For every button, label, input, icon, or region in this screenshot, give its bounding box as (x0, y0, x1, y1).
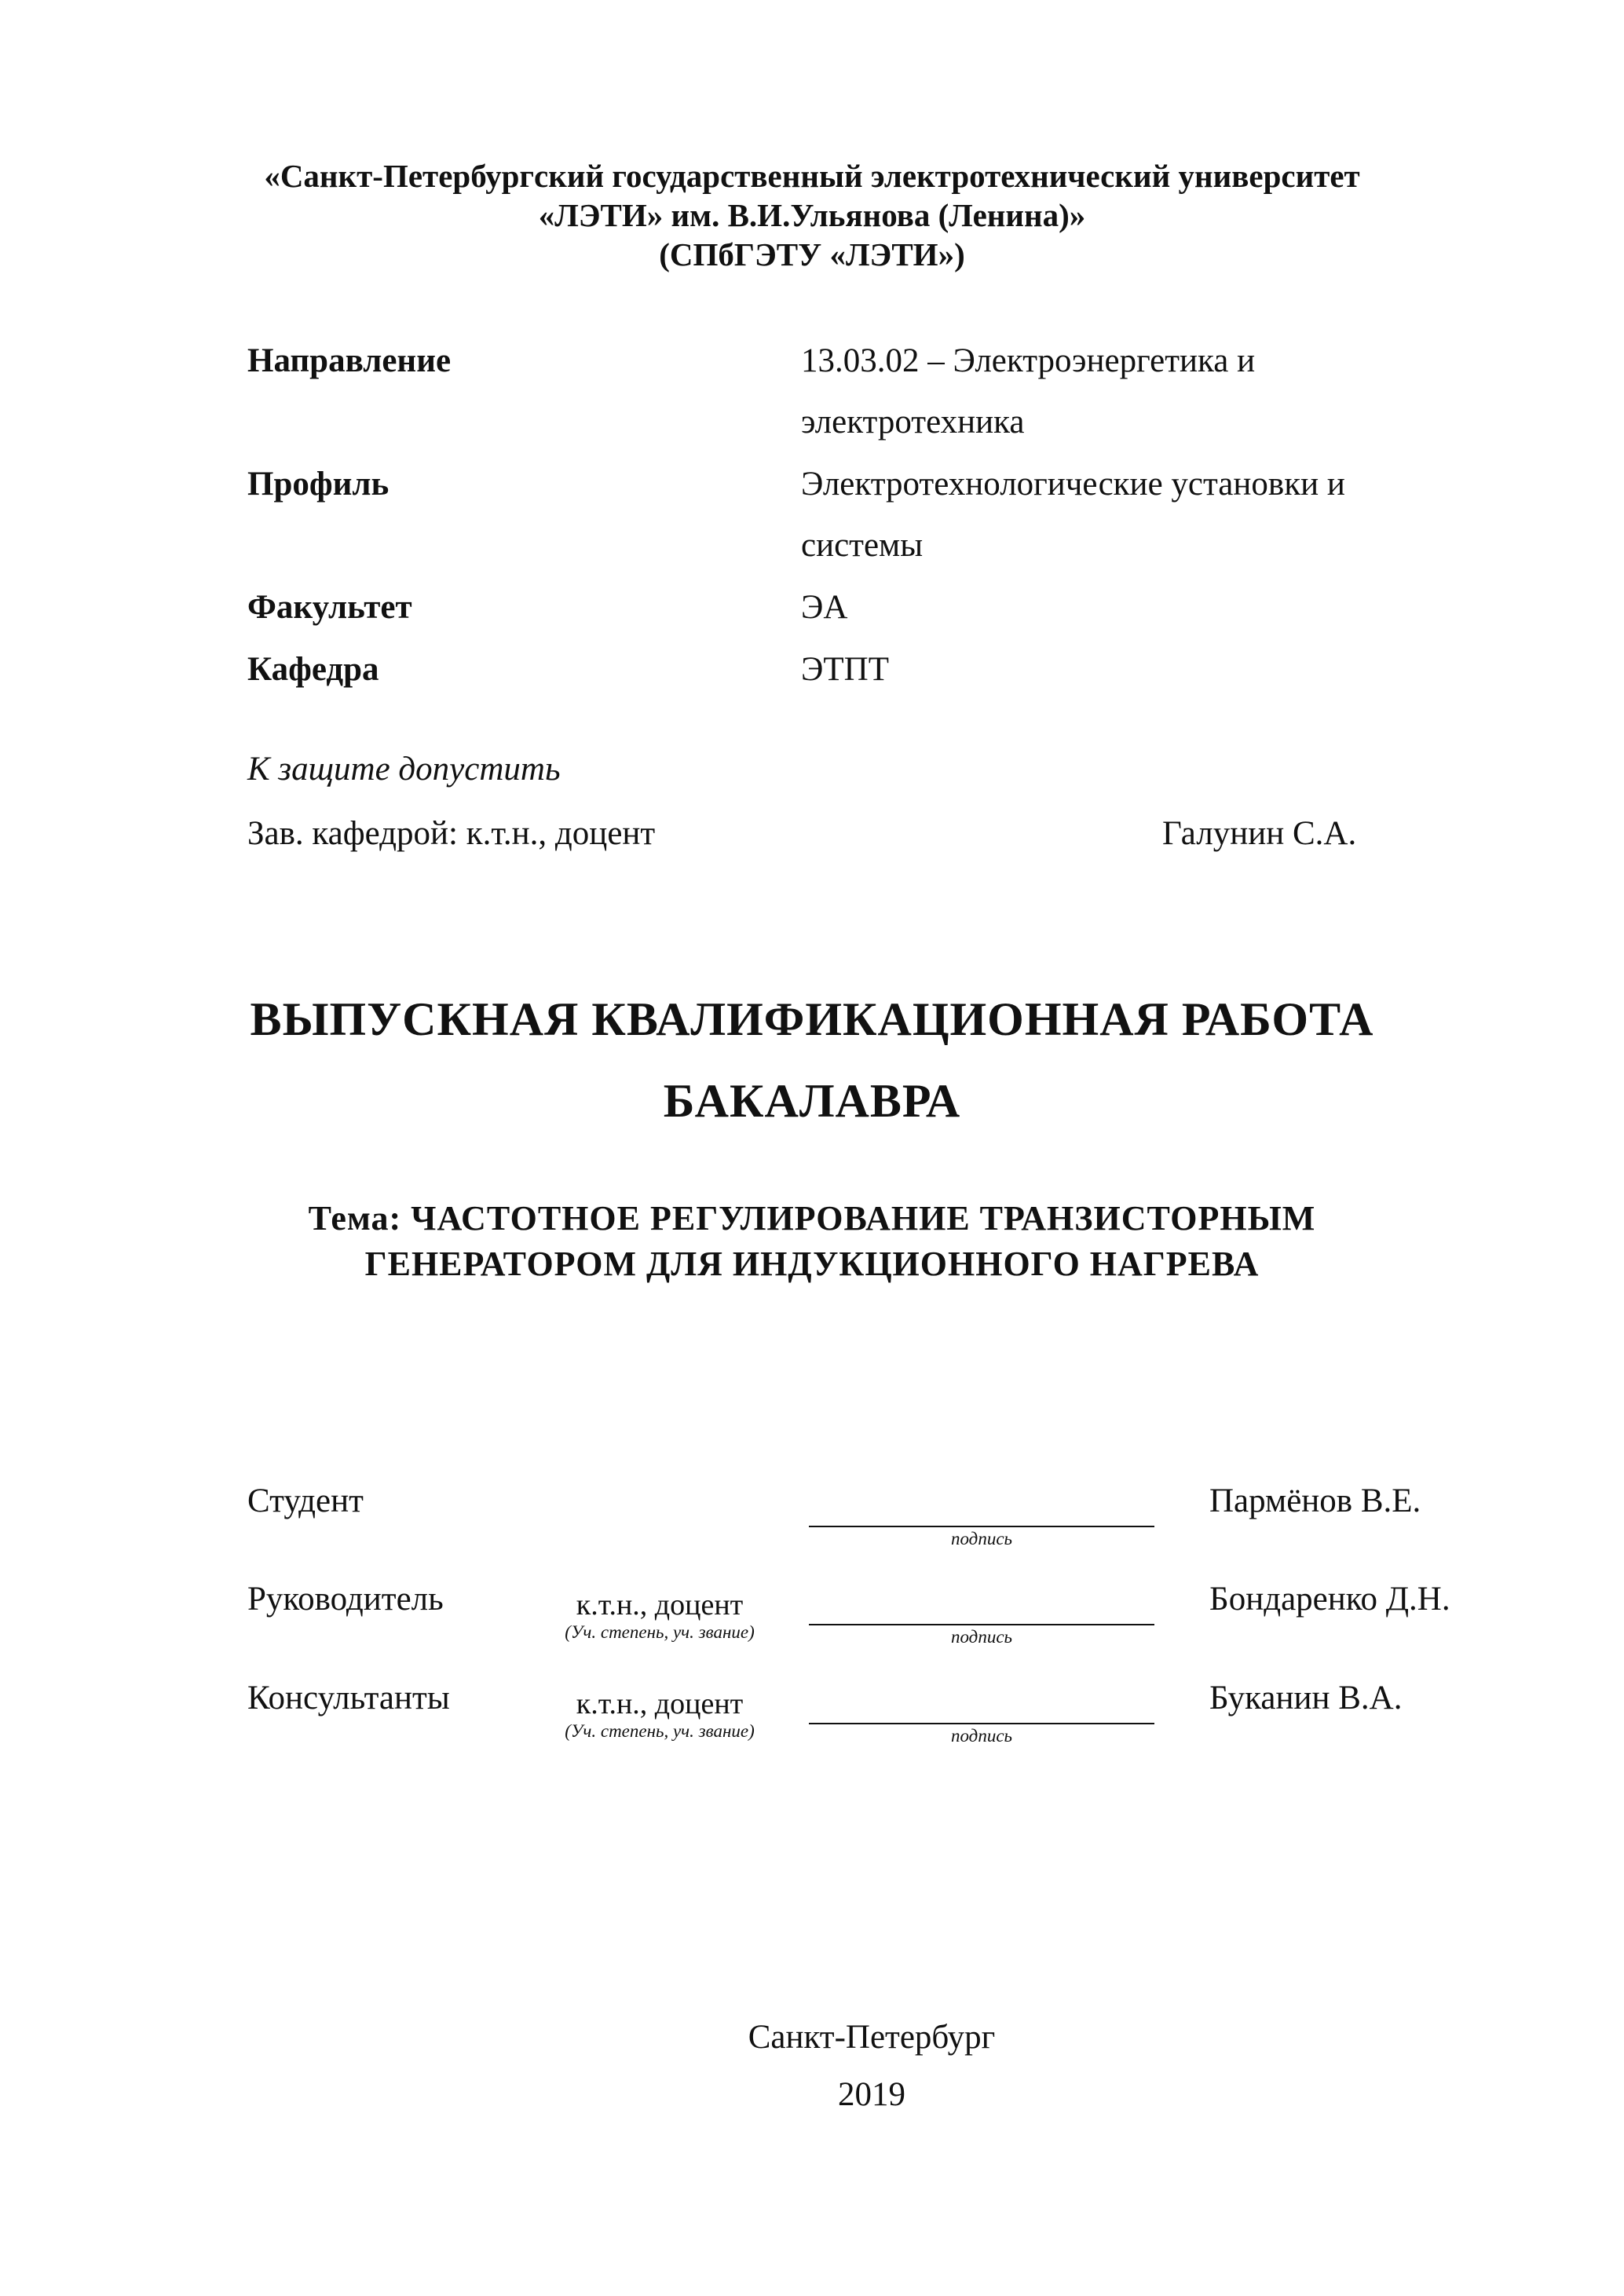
document-title-line-1: ВЫПУСКНАЯ КВАЛИФИКАЦИОННАЯ РАБОТА (250, 993, 1374, 1045)
signatory-name: Буканин В.А. (1209, 1680, 1403, 1717)
admission-heading: К защите допустить (247, 751, 561, 788)
signature-line (809, 1526, 1154, 1527)
footer-city: Санкт-Петербург (748, 2019, 996, 2056)
head-of-department-name: Галунин С.А. (1162, 815, 1357, 852)
academic-degree: к.т.н., доцент (576, 1589, 744, 1621)
role-label: Студент (247, 1483, 364, 1519)
signature-caption: подпись (950, 1627, 1012, 1647)
profile-value-line-2: системы (801, 527, 924, 564)
signatory-name: Бондаренко Д.Н. (1209, 1581, 1450, 1618)
faculty-value: ЭА (801, 589, 848, 626)
role-label: Консультанты (247, 1680, 450, 1717)
profile-label: Профиль (247, 466, 390, 503)
footer-year: 2019 (838, 2076, 905, 2113)
signature-line (809, 1624, 1154, 1625)
department-label: Кафедра (247, 651, 379, 688)
faculty-label: Факультет (247, 589, 412, 626)
direction-label: Направление (247, 342, 452, 379)
academic-degree-caption: (Уч. степень, уч. звание) (565, 1721, 755, 1741)
direction-value-line-2: электротехника (801, 404, 1025, 441)
university-abbreviation: (СПбГЭТУ «ЛЭТИ») (659, 236, 965, 272)
signature-line (809, 1723, 1154, 1724)
department-value: ЭТПТ (801, 651, 889, 688)
head-of-department-label: Зав. кафедрой: к.т.н., доцент (247, 815, 656, 852)
academic-degree: к.т.н., доцент (576, 1687, 744, 1720)
signature-caption: подпись (950, 1726, 1012, 1746)
university-name-line-2: «ЛЭТИ» им. В.И.Ульянова (Ленина)» (538, 197, 1086, 233)
university-name-line-1: «Санкт-Петербургский государственный электротехнический университет (264, 158, 1360, 194)
academic-degree-caption: (Уч. степень, уч. звание) (565, 1622, 755, 1642)
topic-line-2: ГЕНЕРАТОРОМ ДЛЯ ИНДУКЦИОННОГО НАГРЕВА (364, 1245, 1260, 1283)
topic-line-1: Тема: ЧАСТОТНОЕ РЕГУЛИРОВАНИЕ ТРАНЗИСТОРНЫМ (308, 1199, 1316, 1238)
document-title-line-2: БАКАЛАВРА (663, 1075, 961, 1127)
direction-value-line-1: 13.03.02 – Электроэнергетика и (801, 342, 1256, 379)
signature-caption: подпись (950, 1529, 1012, 1548)
profile-value-line-1: Электротехнологические установки и (801, 466, 1345, 503)
signatory-name: Пармёнов В.Е. (1209, 1483, 1421, 1519)
role-label: Руководитель (247, 1581, 444, 1618)
